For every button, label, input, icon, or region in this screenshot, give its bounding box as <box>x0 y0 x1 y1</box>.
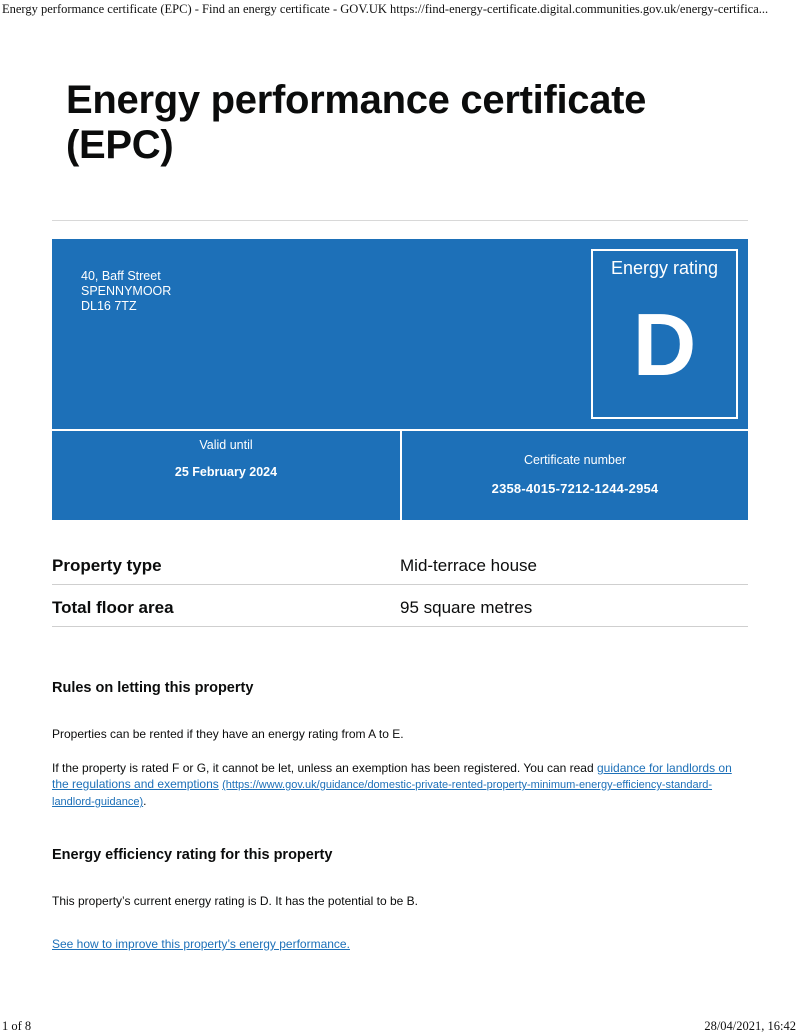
landlord-guidance-url[interactable]: (https://www.gov.uk/guidance/domestic-private-rented-property-minimum-energy-efficiency-standard-landlord-guidance) <box>52 779 713 808</box>
summary-key: Total floor area <box>52 598 174 617</box>
valid-until-date: 25 February 2024 <box>174 465 278 479</box>
efficiency-heading: Energy efficiency rating for this property <box>52 847 333 863</box>
property-address <box>81 269 171 314</box>
energy-rating-label: Energy rating <box>610 258 719 278</box>
rules-paragraph-2 <box>52 760 732 810</box>
page-title <box>66 78 746 168</box>
valid-until-label: Valid until <box>199 438 253 452</box>
summary-value: Mid-terrace house <box>400 556 538 575</box>
summary-row-floor-area <box>52 585 748 627</box>
energy-rating-letter: D <box>632 295 697 394</box>
rules-paragraph-2-end: . <box>143 794 147 808</box>
efficiency-link-paragraph <box>52 936 732 952</box>
certificate-number-label: Certificate number <box>523 453 627 467</box>
address-postcode: DL16 7TZ <box>81 299 137 313</box>
print-header: Energy performance certificate (EPC) - Find an energy certificate - GOV.UK https://find-energy-certificate.digital.communities.gov.uk/energy-certifica... <box>2 2 769 16</box>
page-title-line1: Energy performance certificate <box>66 78 647 122</box>
summary-value: 95 square metres <box>400 598 533 617</box>
certificate-number-cell <box>402 431 748 520</box>
rules-heading: Rules on letting this property <box>52 680 254 696</box>
rules-paragraph-2-text: If the property is rated F or G, it cannot be let, unless an exemption has been registered. You can read <box>52 761 597 775</box>
certificate-number-value: 2358-4015-7212-1244-2954 <box>491 481 659 496</box>
address-line2: SPENNYMOOR <box>81 284 172 298</box>
summary-row-property-type <box>52 543 748 585</box>
improve-energy-performance-link[interactable]: See how to improve this property’s energy performance. <box>52 937 350 951</box>
energy-rating-box <box>591 249 738 419</box>
print-footer-datetime: 28/04/2021, 16:42 <box>704 1019 796 1033</box>
rules-paragraph-1: Properties can be rented if they have an energy rating from A to E. <box>52 727 404 741</box>
epc-summary-panel <box>52 239 748 520</box>
page-title-line2: (EPC) <box>66 123 174 167</box>
title-divider <box>52 220 748 221</box>
print-footer-page: 1 of 8 <box>2 1019 32 1033</box>
valid-until-cell <box>52 431 400 520</box>
landlord-guidance-link[interactable]: guidance for landlords on the regulations and exemptions <box>52 761 732 791</box>
efficiency-paragraph: This property’s current energy rating is D. It has the potential to be B. <box>52 894 418 908</box>
address-line1: 40, Baff Street <box>81 269 161 283</box>
summary-key: Property type <box>52 556 162 575</box>
